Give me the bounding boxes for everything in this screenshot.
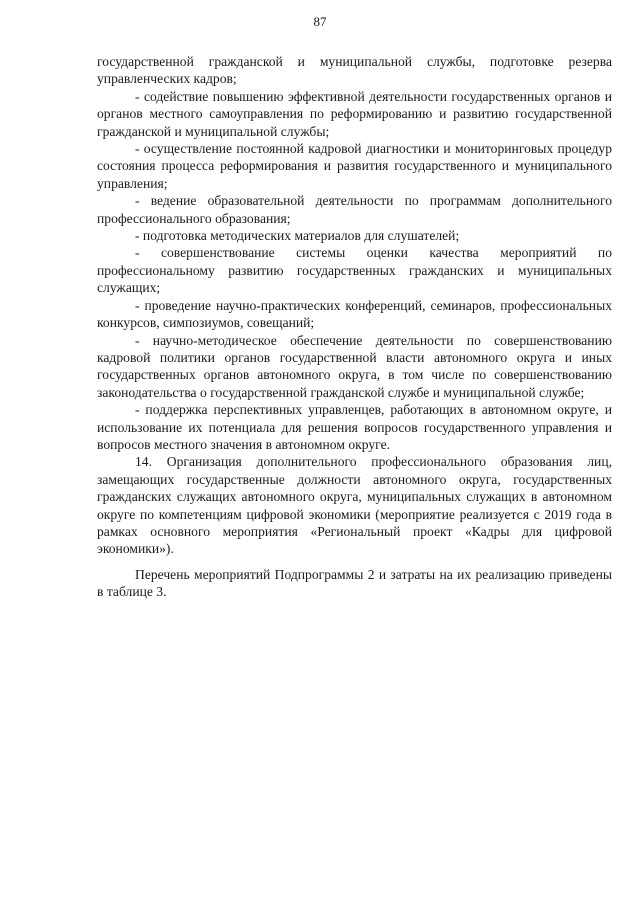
paragraph-table-reference: Перечень мероприятий Подпрограммы 2 и затраты на их реализацию приведены в таблице 3.: [97, 566, 612, 600]
list-item: - поддержка перспективных управленцев, работающих в автономном округе, и использование их потенциала для решения вопросов государственного управления и вопросов местного значения в автономном округе.: [97, 402, 612, 452]
paragraph-gap: [97, 558, 612, 566]
list-item: - осуществление постоянной кадровой диагностики и мониторинговых процедур состояния процесса реформирования и развития государственного и муниципального управления;: [97, 141, 612, 191]
list-item: - подготовка методических материалов для слушателей;: [135, 228, 460, 244]
list-item: - совершенствование системы оценки качества мероприятий по профессиональному развитию государственных гражданских и муниципальных служащих;: [97, 245, 612, 296]
page-number: 87: [313, 14, 327, 29]
list-item: - содействие повышению эффективной деятельности государственных органов и органов местного самоуправления по реформированию и развитию государственной гражданской и муниципальной службы;: [97, 88, 612, 139]
list-item: - ведение образовательной деятельности по программам дополнительного профессионального образования;: [97, 193, 612, 226]
body-text: [97, 53, 612, 601]
paragraph-item-14: 14. Организация дополнительного профессионального образования лиц, замещающих государственные должности автономного округа, государственных гражданских служащих автономного округа, муниципальных служащих в автономном округе по компетенциям цифровой экономики (мероприятие реализуется с 2019 года в рамках основного мероприятия «Региональный проект «Кадры для цифровой экономики»).: [97, 454, 612, 557]
list-item: - проведение научно-практических конференций, семинаров, профессиональных конкурсов, симпозиумов, совещаний;: [97, 297, 612, 331]
paragraph-continuation: государственной гражданской и муниципальной службы, подготовке резерва управленческих кадров;: [97, 54, 612, 87]
list-item: - научно-методическое обеспечение деятельности по совершенствованию кадровой политики органов государственной власти автономного округа и иных государственных органов автономного округа, в том числе по совершенствованию законодательства о государственной гражданской службе и муниципальной службе;: [97, 332, 612, 400]
